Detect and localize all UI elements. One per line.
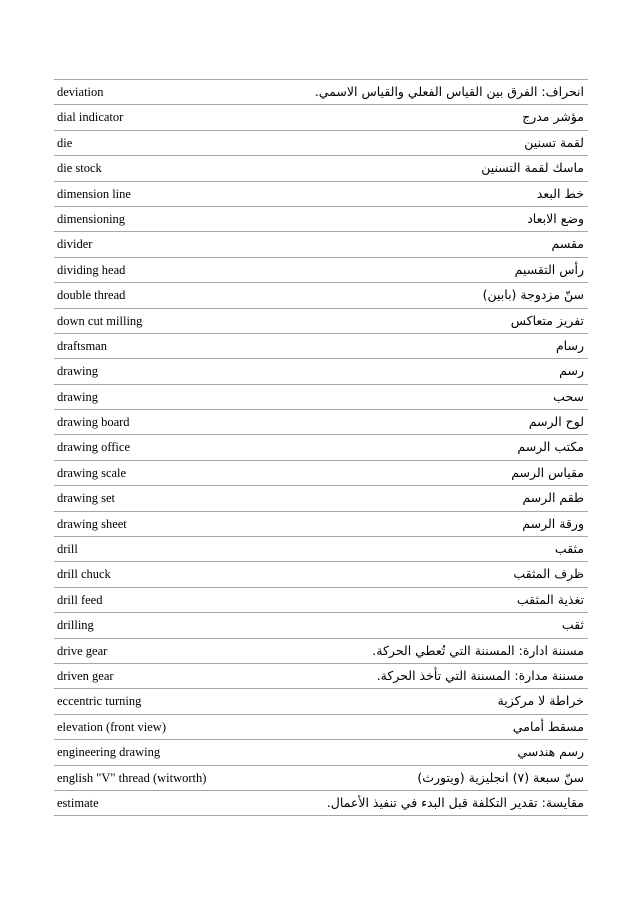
term-english: draftsman	[57, 338, 107, 353]
term-english: dial indicator	[57, 110, 124, 125]
term-arabic: مسقط أمامي	[512, 718, 584, 734]
glossary-row	[54, 410, 588, 435]
term-english: driven gear	[57, 668, 114, 683]
glossary-row	[54, 486, 588, 511]
term-arabic: لوح الرسم	[528, 414, 584, 430]
term-english: dimensioning	[57, 211, 126, 226]
glossary-row	[54, 664, 588, 689]
term-english: drawing set	[57, 491, 115, 506]
term-english: eccentric turning	[57, 694, 142, 709]
glossary-row	[54, 359, 588, 384]
term-english: english "V" thread (witworth)	[57, 770, 207, 785]
term-arabic: مقايسة: تقدير التكلفة قبل البدء في تنفيذ الأعمال.	[326, 794, 584, 810]
term-english: drawing board	[57, 415, 130, 430]
glossary-row	[54, 435, 588, 460]
glossary-row	[54, 258, 588, 283]
term-arabic: مسننة ادارة: المسننة التي تُعطي الحركة.	[372, 642, 584, 658]
term-arabic: ماسك لقمة التسنين	[481, 160, 584, 176]
term-arabic: مسننة مدارة: المسننة التي تأخذ الحركة.	[376, 667, 584, 683]
term-arabic: لقمة تسنين	[524, 134, 584, 150]
term-english: die	[57, 135, 73, 150]
glossary-row	[54, 80, 588, 105]
term-english: drawing	[57, 389, 98, 404]
term-arabic: رسام	[555, 337, 584, 353]
term-arabic: سنّ مزدوجة (بابين)	[482, 287, 584, 303]
term-arabic: طقم الرسم	[522, 490, 584, 506]
term-arabic: خراطة لا مركزية	[497, 693, 584, 709]
glossary-row	[54, 207, 588, 232]
term-arabic: مقياس الرسم	[511, 464, 584, 480]
glossary-row	[54, 309, 588, 334]
glossary-row	[54, 334, 588, 359]
term-arabic: تغذية المثقب	[516, 591, 584, 607]
term-english: dimension line	[57, 186, 131, 201]
term-arabic: وضع الابعاد	[527, 210, 584, 226]
glossary-row	[54, 715, 588, 740]
term-english: drive gear	[57, 643, 108, 658]
term-english: down cut milling	[57, 313, 143, 328]
term-english: drill feed	[57, 592, 103, 607]
term-arabic: مثقب	[554, 541, 584, 557]
term-english: engineering drawing	[57, 745, 161, 760]
term-arabic: سحب	[553, 388, 584, 404]
term-english: drawing	[57, 364, 98, 379]
term-arabic: رسم هندسي	[517, 744, 584, 760]
term-arabic: مكتب الرسم	[517, 439, 584, 455]
term-arabic: مؤشر مدرج	[522, 109, 584, 125]
glossary-table	[54, 79, 588, 816]
term-english: drawing sheet	[57, 516, 127, 531]
glossary-row	[54, 588, 588, 613]
glossary-row	[54, 613, 588, 638]
glossary-row	[54, 461, 588, 486]
term-arabic: انحراف: الفرق بين القياس الفعلي والقياس الاسمي.	[314, 84, 584, 99]
term-arabic: رأس التقسيم	[514, 261, 584, 277]
term-english: estimate	[57, 795, 99, 810]
glossary-row	[54, 562, 588, 587]
term-arabic: تفريز متعاكس	[510, 312, 584, 328]
glossary-row	[54, 232, 588, 257]
glossary-row	[54, 537, 588, 562]
term-arabic: ثقب	[561, 617, 584, 633]
term-english: deviation	[57, 85, 104, 99]
term-english: drawing scale	[57, 465, 127, 480]
term-arabic: سنّ سبعة (٧) انجليزية (ويتورث)	[417, 769, 584, 785]
term-english: divider	[57, 237, 93, 252]
glossary-row	[54, 283, 588, 308]
glossary-row	[54, 385, 588, 410]
glossary-row	[54, 105, 588, 130]
glossary-row	[54, 182, 588, 207]
glossary-row	[54, 791, 588, 816]
term-arabic: ظرف المثقب	[513, 566, 584, 582]
term-arabic: مقسم	[551, 236, 584, 252]
glossary-row	[54, 512, 588, 537]
term-english: drill chuck	[57, 567, 111, 582]
term-english: drilling	[57, 618, 94, 633]
term-arabic: خط البعد	[536, 185, 584, 201]
term-arabic: رسم	[559, 363, 584, 379]
glossary-row	[54, 766, 588, 791]
glossary-row	[54, 156, 588, 181]
term-english: double thread	[57, 288, 126, 303]
term-english: elevation (front view)	[57, 719, 166, 734]
term-english: drawing office	[57, 440, 131, 455]
glossary-row	[54, 131, 588, 156]
glossary-row	[54, 639, 588, 664]
term-english: die stock	[57, 161, 102, 176]
term-arabic: ورقة الرسم	[522, 515, 584, 531]
glossary-row	[54, 689, 588, 714]
term-english: drill	[57, 542, 78, 557]
term-english: dividing head	[57, 262, 126, 277]
glossary-row	[54, 740, 588, 765]
